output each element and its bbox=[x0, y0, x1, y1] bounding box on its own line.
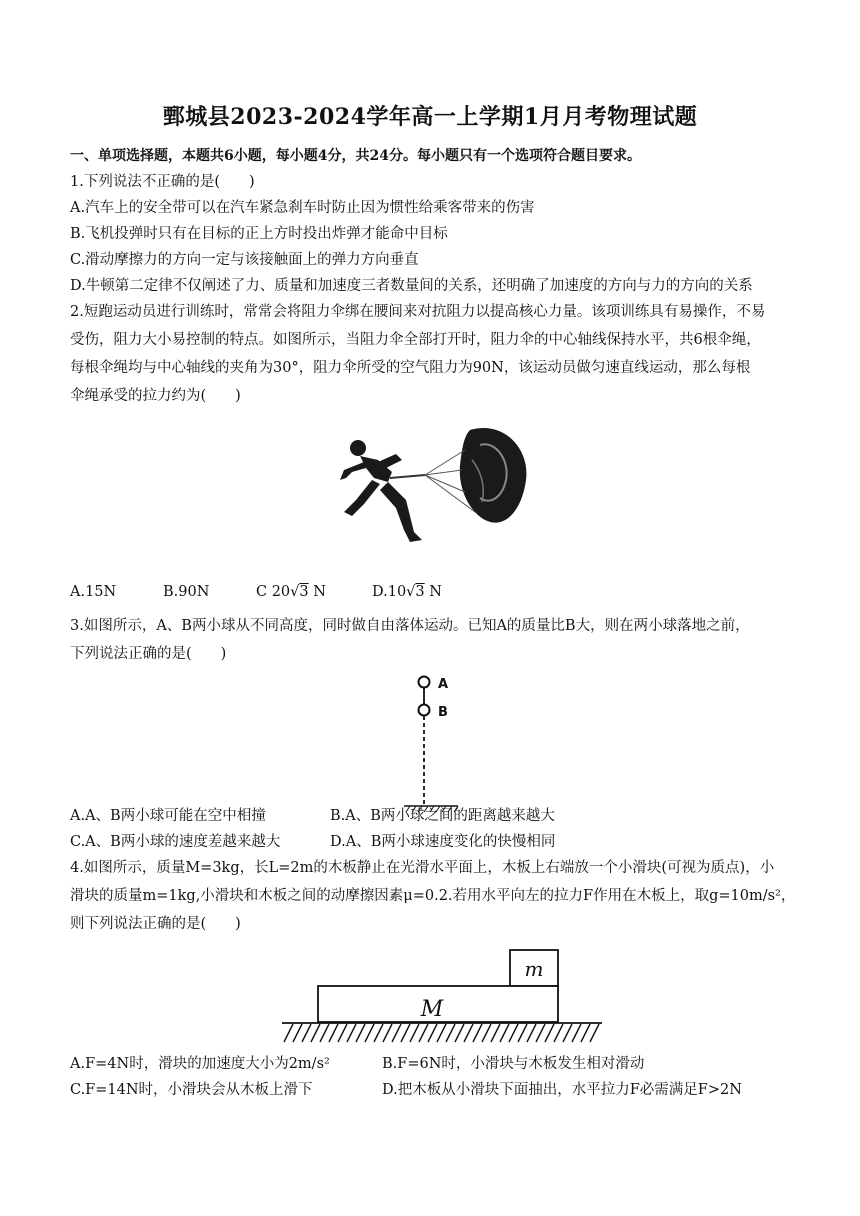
q2-option-d-prefix: D.10 bbox=[372, 584, 407, 600]
q2-stem-line1: 2.短跑运动员进行训练时，常常会将阻力伞绑在腰间来对抗阻力以提高核心力量。该项训练具有易操作，不易 bbox=[70, 304, 766, 320]
q4-stem-line2: 滑块的质量m=1kg,小滑块和木板之间的动摩擦因素μ=0.2.若用水平向左的拉力F作用在木板上，取g=10m/s²， bbox=[70, 888, 796, 904]
q4-option-c: C.F=14N时，小滑块会从木板上滑下 bbox=[70, 1082, 313, 1098]
q1-option-b: B.飞机投弹时只有在目标的正上方时投出炸弹才能命中目标 bbox=[70, 226, 448, 242]
q1-option-d: D.牛顿第二定律不仅阐述了力、质量和加速度三者数量间的关系，还明确了加速度的方向与力的方向的关系 bbox=[70, 278, 753, 294]
section-heading: 一、单项选择题，本题共6小题，每小题4分，共24分。每小题只有一个选项符合题目要求。 bbox=[70, 148, 641, 164]
ball-b-label: B bbox=[438, 705, 448, 720]
q3-stem-line1: 3.如图所示，A、B两小球从不同高度，同时做自由落体运动。已知A的质量比B大，则在两小球落地之前， bbox=[70, 618, 750, 634]
q2-option-c-prefix: C 20 bbox=[256, 584, 291, 600]
q4-option-d: D.把木板从小滑块下面抽出，水平拉力F必需满足F>2N bbox=[382, 1082, 742, 1098]
q3-option-b: B.A、B两小球之间的距离越来越大 bbox=[330, 808, 555, 824]
q2-option-c bbox=[256, 582, 326, 602]
board-M-label: M bbox=[420, 997, 444, 1022]
q4-option-a: A.F=4N时，滑块的加速度大小为2m/s² bbox=[70, 1056, 330, 1072]
sqrt-sign: √ bbox=[406, 584, 416, 600]
ball-a-label: A bbox=[438, 677, 449, 692]
q3-option-a: A.A、B两小球可能在空中相撞 bbox=[70, 808, 266, 824]
runner-parachute-figure bbox=[330, 420, 530, 560]
q3-option-d: D.A、B两小球速度变化的快慢相同 bbox=[330, 834, 556, 850]
q2-option-c-radicand: 3 bbox=[299, 584, 309, 600]
q1-option-c: C.滑动摩擦力的方向一定与该接触面上的弹力方向垂直 bbox=[70, 252, 419, 268]
q4-option-b: B.F=6N时，小滑块与木板发生相对滑动 bbox=[382, 1056, 645, 1072]
q4-stem-line3: 则下列说法正确的是( ) bbox=[70, 916, 241, 932]
falling-balls-figure bbox=[400, 672, 470, 820]
q3-option-c: C.A、B两小球的速度差越来越大 bbox=[70, 834, 281, 850]
q2-stem-line2: 受伤，阻力大小易控制的特点。如图所示，当阻力伞全部打开时，阻力伞的中心轴线保持水平，共6根伞绳， bbox=[70, 332, 761, 348]
q3-stem-line2: 下列说法正确的是( ) bbox=[70, 646, 227, 662]
q2-option-a: A.15N bbox=[70, 584, 117, 600]
sqrt-sign: √ bbox=[290, 584, 300, 600]
q4-stem-line1: 4.如图所示，质量M=3kg，长L=2m的木板静止在光滑水平面上，木板上右端放一个小滑块(可视为质点)，小 bbox=[70, 860, 775, 876]
q2-option-b: B.90N bbox=[163, 584, 210, 600]
q2-stem-line3: 每根伞绳均与中心轴线的夹角为30°，阻力伞所受的空气阻力为90N，该运动员做匀速直线运动，那么每根 bbox=[70, 360, 751, 376]
q2-option-c-unit: N bbox=[308, 584, 326, 600]
q2-option-d bbox=[372, 582, 442, 602]
q1-stem: 1.下列说法不正确的是( ) bbox=[70, 174, 255, 190]
board-block-figure bbox=[270, 946, 610, 1050]
q1-option-a: A.汽车上的安全带可以在汽车紧急刹车时防止因为惯性给乘客带来的伤害 bbox=[70, 200, 535, 216]
exam-title: 鄄城县2023-2024学年高一上学期1月月考物理试题 bbox=[162, 104, 698, 130]
block-m-label: m bbox=[524, 957, 544, 981]
q2-option-d-unit: N bbox=[424, 584, 442, 600]
q2-option-d-radicand: 3 bbox=[415, 584, 425, 600]
q2-stem-line4: 伞绳承受的拉力约为( ) bbox=[70, 388, 241, 404]
